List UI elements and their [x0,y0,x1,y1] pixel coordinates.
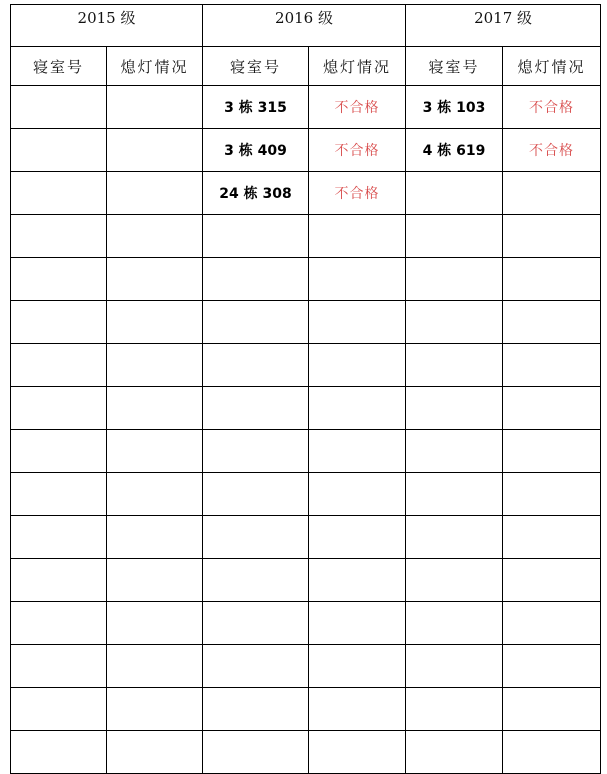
empty-cell [406,516,503,559]
empty-cell [406,645,503,688]
empty-cell [503,344,601,387]
empty-row [11,731,601,774]
empty-cell [309,344,406,387]
room-header-2015: 寝室号 [11,47,107,86]
room-cell-2015 [11,86,107,129]
room-cell-2015 [11,172,107,215]
room-cell-2016: 3 栋 409 [203,129,309,172]
empty-cell [406,258,503,301]
room-cell-2017: 4 栋 619 [406,129,503,172]
empty-cell [309,602,406,645]
status-header-2017: 熄灯情况 [503,47,601,86]
empty-cell [107,215,203,258]
empty-cell [309,516,406,559]
room-header-2017: 寝室号 [406,47,503,86]
table-row [11,172,601,215]
empty-cell [406,559,503,602]
empty-cell [309,387,406,430]
empty-cell [503,430,601,473]
empty-row [11,473,601,516]
empty-row [11,430,601,473]
empty-cell [309,215,406,258]
empty-cell [107,258,203,301]
empty-row [11,387,601,430]
column-header-row [11,47,601,86]
table-row [11,86,601,129]
empty-cell [107,387,203,430]
empty-cell [107,602,203,645]
empty-cell [503,688,601,731]
empty-cell [11,215,107,258]
empty-cell [107,301,203,344]
year-2017-header: 2017 级 [406,5,601,47]
year-header-row [11,5,601,47]
empty-row [11,215,601,258]
empty-cell [503,731,601,774]
empty-cell [406,344,503,387]
empty-cell [203,516,309,559]
room-cell-2015 [11,129,107,172]
empty-cell [203,258,309,301]
empty-cell [11,301,107,344]
empty-cell [203,473,309,516]
empty-row [11,258,601,301]
empty-cell [203,344,309,387]
table-row [11,129,601,172]
empty-cell [503,645,601,688]
year-2016-header: 2016 级 [203,5,406,47]
empty-cell [309,258,406,301]
room-cell-2017 [406,172,503,215]
empty-cell [203,731,309,774]
status-cell-2015 [107,129,203,172]
empty-cell [406,430,503,473]
status-cell-2016: 不合格 [309,86,406,129]
empty-cell [203,602,309,645]
empty-cell [406,215,503,258]
empty-cell [107,344,203,387]
empty-cell [11,387,107,430]
empty-cell [309,688,406,731]
empty-cell [107,645,203,688]
status-cell-2017 [503,172,601,215]
empty-cell [11,344,107,387]
status-cell-2016: 不合格 [309,172,406,215]
empty-row [11,645,601,688]
empty-cell [107,473,203,516]
room-cell-2017: 3 栋 103 [406,86,503,129]
empty-cell [107,516,203,559]
empty-cell [309,301,406,344]
status-header-2015: 熄灯情况 [107,47,203,86]
empty-cell [203,430,309,473]
empty-cell [309,731,406,774]
empty-cell [406,387,503,430]
empty-row [11,602,601,645]
status-header-2016: 熄灯情况 [309,47,406,86]
empty-cell [406,731,503,774]
empty-cell [11,645,107,688]
empty-cell [107,688,203,731]
empty-cell [503,559,601,602]
empty-cell [107,559,203,602]
empty-cell [503,602,601,645]
empty-cell [107,430,203,473]
empty-cell [503,301,601,344]
empty-cell [503,473,601,516]
empty-cell [11,731,107,774]
year-2015-header: 2015 级 [11,5,203,47]
empty-cell [309,559,406,602]
status-cell-2015 [107,172,203,215]
empty-row [11,301,601,344]
empty-cell [11,602,107,645]
empty-cell [203,688,309,731]
room-cell-2016: 24 栋 308 [203,172,309,215]
empty-row [11,688,601,731]
empty-cell [406,688,503,731]
status-cell-2015 [107,86,203,129]
empty-cell [203,645,309,688]
room-cell-2016: 3 栋 315 [203,86,309,129]
empty-cell [107,731,203,774]
empty-cell [203,559,309,602]
empty-cell [11,473,107,516]
empty-cell [11,516,107,559]
empty-cell [309,473,406,516]
empty-cell [203,387,309,430]
empty-cell [309,430,406,473]
empty-cell [503,215,601,258]
empty-cell [11,688,107,731]
empty-cell [503,258,601,301]
empty-cell [11,559,107,602]
status-cell-2017: 不合格 [503,129,601,172]
empty-cell [406,301,503,344]
empty-cell [503,516,601,559]
empty-row [11,516,601,559]
empty-cell [406,602,503,645]
empty-cell [203,215,309,258]
room-header-2016: 寝室号 [203,47,309,86]
lights-out-inspection-table [10,4,601,774]
empty-row [11,559,601,602]
empty-cell [11,430,107,473]
empty-cell [406,473,503,516]
empty-cell [203,301,309,344]
status-cell-2017: 不合格 [503,86,601,129]
empty-cell [11,258,107,301]
status-cell-2016: 不合格 [309,129,406,172]
empty-cell [503,387,601,430]
empty-cell [309,645,406,688]
empty-row [11,344,601,387]
